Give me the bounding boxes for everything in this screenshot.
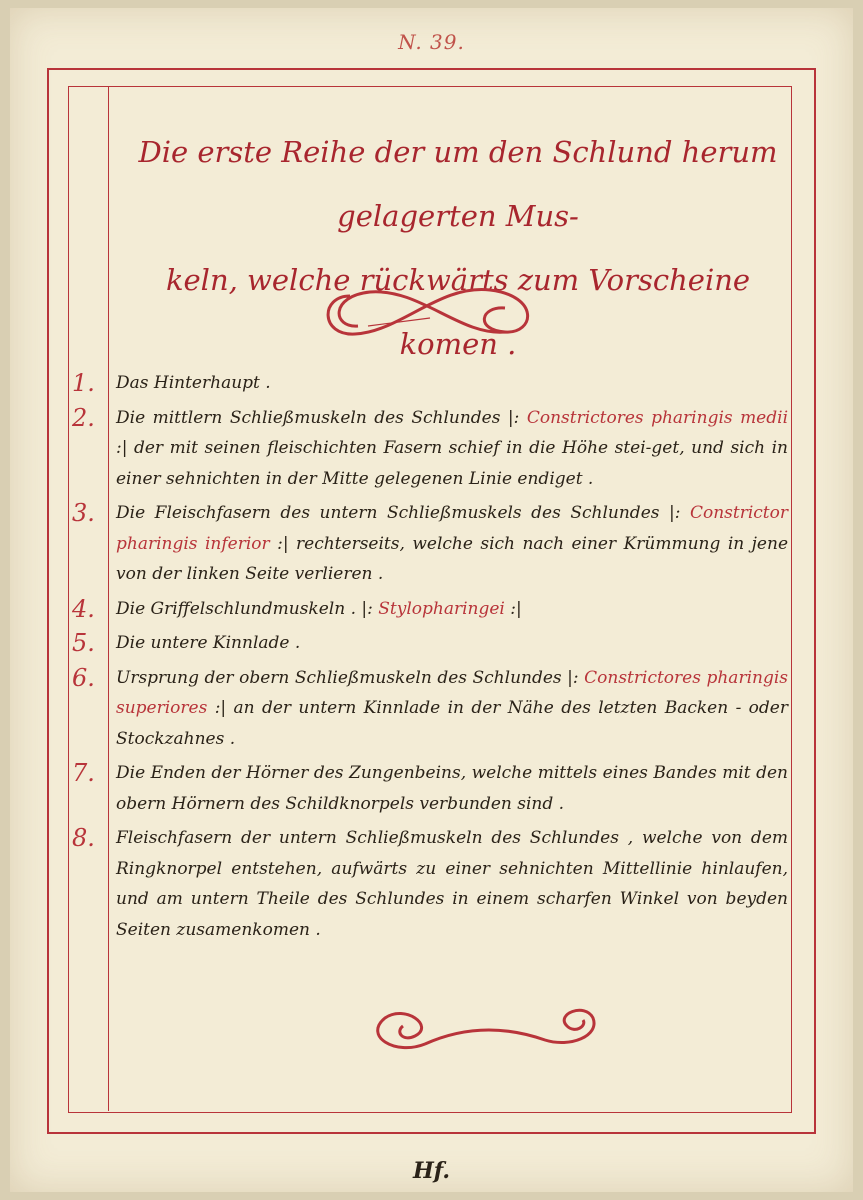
- list-item: [72, 594, 792, 625]
- list-item: [72, 498, 792, 590]
- page-number: N. 39.: [398, 30, 465, 54]
- item-text-a: Fleischfasern der untern Schließmuskeln des Schlundes , welche von dem Ringknorpel entstehen, aufwärts zu einer sehnichten Mittellinie hinlaufen, und am untern Theile des Schlundes in einem scharfen Winkel von beyden Seiten zusamenkomen .: [116, 828, 788, 940]
- item-text-a: Die mittlern Schließmuskeln des Schlundes |:: [116, 407, 527, 428]
- item-text: [116, 498, 792, 590]
- item-text-b: :| der mit seinen fleischichten Fasern schief in die Höhe stei-get, und sich in einer sehnichten in der Mitte gelegenen Linie endiget .: [116, 438, 788, 489]
- title-line-2: keln, welche rückwärts zum Vorscheine komen .: [165, 263, 751, 361]
- item-number: 3.: [72, 499, 95, 527]
- item-text-a: Die untere Kinnlade .: [116, 633, 301, 653]
- item-text: [116, 594, 792, 625]
- list-item: [72, 403, 792, 495]
- title-line-1: Die erste Reihe der um den Schlund herum gelagerten Mus-: [138, 135, 778, 233]
- list-item: [72, 628, 792, 659]
- item-number: 8.: [72, 824, 95, 852]
- item-text: [116, 368, 792, 399]
- item-latin-term: Constrictores pharingis superiores: [116, 667, 788, 718]
- item-text-a: Die Enden der Hörner des Zungenbeins, welche mittels eines Bandes mit den obern Hörnern des Schildknorpels verbunden sind .: [116, 763, 788, 814]
- item-text-b: :| rechterseits, welche sich nach einer Krümmung in jene von der linken Seite verlieren .: [116, 533, 788, 584]
- list-item: [72, 758, 792, 819]
- item-latin-term: Constrictores pharingis medii: [526, 407, 789, 428]
- item-text: [116, 758, 792, 819]
- bottom-flourish-ornament: [355, 996, 615, 1064]
- item-latin-term: Constrictor pharingis inferior: [116, 503, 788, 554]
- item-number: 1.: [72, 369, 95, 397]
- item-text: [116, 403, 792, 495]
- item-text-a: Die Fleischfasern des untern Schließmuskels des Schlundes |:: [116, 503, 690, 523]
- list-item: [72, 368, 792, 399]
- item-text-b: :| an der untern Kinnlade in der Nähe des letzten Backen - oder Stockzahnes .: [116, 698, 788, 749]
- item-text-b: :|: [504, 598, 522, 619]
- item-text-a: Ursprung der obern Schließmuskeln des Schlundes |:: [116, 667, 585, 688]
- list-item: [72, 663, 792, 755]
- footer-signature-mark: Hf.: [412, 1158, 451, 1184]
- item-number: 6.: [72, 663, 95, 692]
- item-text: [116, 628, 792, 659]
- item-text: [116, 663, 792, 755]
- item-text-a: Das Hinterhaupt .: [116, 373, 271, 393]
- item-number: 2.: [72, 403, 95, 432]
- item-latin-term: Stylopharingei: [378, 598, 505, 619]
- item-number: 5.: [72, 629, 95, 657]
- list-item: [72, 823, 792, 945]
- item-number: 7.: [72, 759, 95, 787]
- legend-list: [72, 368, 792, 949]
- manuscript-page: [10, 8, 853, 1192]
- item-number: 4.: [72, 594, 95, 623]
- item-text-a: Die Griffelschlundmuskeln . |:: [116, 598, 379, 619]
- item-text: [116, 823, 792, 945]
- top-flourish-ornament: [310, 276, 550, 348]
